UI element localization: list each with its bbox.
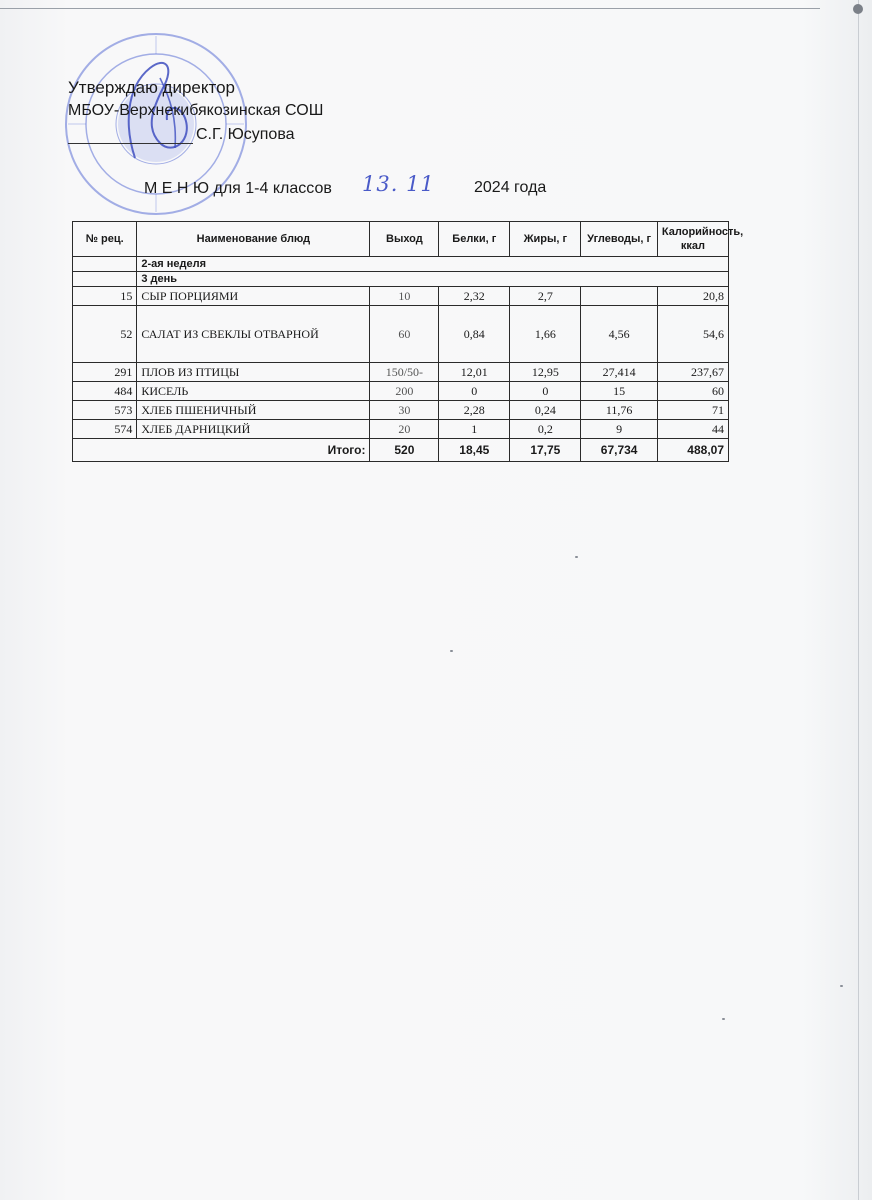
protein-value: 12,01 (439, 363, 510, 382)
menu-title: М Е Н Ю для 1-4 классов (144, 180, 332, 197)
column-header: Наименование блюд (137, 222, 370, 257)
recipe-number: 574 (73, 420, 137, 439)
table-row (73, 306, 729, 363)
fat-value: 0,24 (510, 401, 581, 420)
scan-speck (840, 985, 843, 987)
column-header: Жиры, г (510, 222, 581, 257)
scan-right-edge (858, 0, 859, 1200)
table-row (73, 382, 729, 401)
carbs-value: 27,414 (581, 363, 658, 382)
dish-name: ХЛЕБ ПШЕНИЧНЫЙ (137, 401, 370, 420)
portion-output: 10 (370, 287, 439, 306)
recipe-number: 484 (73, 382, 137, 401)
portion-output: 200 (370, 382, 439, 401)
recipe-number: 15 (73, 287, 137, 306)
recipe-number: 52 (73, 306, 137, 363)
protein-value: 0,84 (439, 306, 510, 363)
table-row (73, 401, 729, 420)
signature-line (68, 129, 193, 144)
menu-year: 2024 года (474, 179, 547, 196)
column-header: Белки, г (439, 222, 510, 257)
portion-output: 60 (370, 306, 439, 363)
fat-value: 2,7 (510, 287, 581, 306)
protein-value: 2,32 (439, 287, 510, 306)
calories-value: 237,67 (657, 363, 728, 382)
day-label: 3 день (137, 272, 729, 287)
portion-output: 30 (370, 401, 439, 420)
total-out: 520 (370, 439, 439, 462)
carbs-value: 15 (581, 382, 658, 401)
calories-value: 71 (657, 401, 728, 420)
portion-output: 150/50- (370, 363, 439, 382)
calories-value: 54,6 (657, 306, 728, 363)
dish-name: ХЛЕБ ДАРНИЦКИЙ (137, 420, 370, 439)
menu-table (72, 221, 744, 462)
protein-value: 2,28 (439, 401, 510, 420)
signer-name: С.Г. Юсупова (196, 126, 295, 143)
dish-name: КИСЕЛЬ (137, 382, 370, 401)
week-label: 2-ая неделя (137, 257, 729, 272)
total-fat: 17,75 (510, 439, 581, 462)
table-row (73, 363, 729, 382)
total-label: Итого: (73, 439, 370, 462)
handwritten-date: 13. 11 (362, 172, 435, 196)
scan-speck (450, 650, 453, 652)
column-header: Углеводы, г (581, 222, 658, 257)
scan-speck (722, 1018, 725, 1020)
column-header: № рец. (73, 222, 137, 257)
approval-heading: Утверждаю директор (68, 78, 236, 97)
column-header: Выход (370, 222, 439, 257)
total-protein: 18,45 (439, 439, 510, 462)
week-row (73, 257, 729, 272)
portion-output: 20 (370, 420, 439, 439)
fat-value: 0 (510, 382, 581, 401)
calories-value: 20,8 (657, 287, 728, 306)
carbs-value: 4,56 (581, 306, 658, 363)
dish-name: ПЛОВ ИЗ ПТИЦЫ (137, 363, 370, 382)
protein-value: 0 (439, 382, 510, 401)
scan-speck (575, 556, 578, 558)
carbs-value: 11,76 (581, 401, 658, 420)
fat-value: 1,66 (510, 306, 581, 363)
fat-value: 12,95 (510, 363, 581, 382)
column-header: Калорийность, ккал (657, 222, 728, 257)
total-row (73, 439, 729, 462)
calories-value: 44 (657, 420, 728, 439)
calories-value: 60 (657, 382, 728, 401)
total-calories: 488,07 (657, 439, 728, 462)
protein-value: 1 (439, 420, 510, 439)
recipe-number: 573 (73, 401, 137, 420)
corner-mark (853, 4, 863, 14)
table-header-row (73, 222, 729, 257)
school-name: МБОУ-Верхнекибякозинская СОШ (68, 102, 324, 119)
dish-name: СЫР ПОРЦИЯМИ (137, 287, 370, 306)
total-carbs: 67,734 (581, 439, 658, 462)
day-row (73, 272, 729, 287)
fat-value: 0,2 (510, 420, 581, 439)
recipe-number: 291 (73, 363, 137, 382)
dish-name: САЛАТ ИЗ СВЕКЛЫ ОТВАРНОЙ (137, 306, 370, 363)
table-row (73, 287, 729, 306)
carbs-value: 9 (581, 420, 658, 439)
carbs-value (581, 287, 658, 306)
scan-top-edge (0, 8, 820, 9)
table-row (73, 420, 729, 439)
